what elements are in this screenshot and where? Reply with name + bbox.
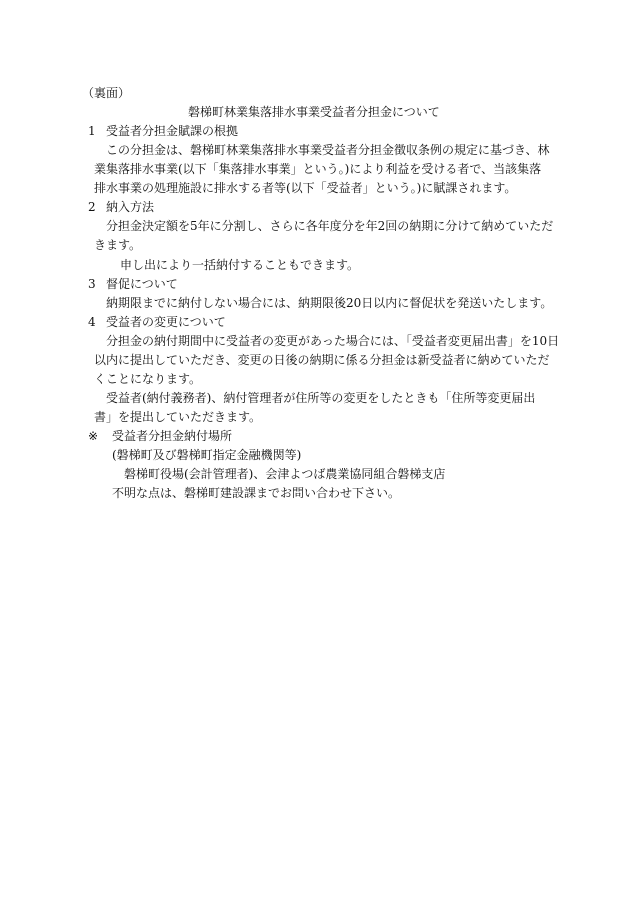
section-1-text-line: 業集落排水事業(以下「集落排水事業」という。)により利益を受ける者で、当該集落 (94, 162, 542, 176)
section-3-number: 3 (88, 277, 96, 291)
note-text-line: 不明な点は、磐梯町建設課までお問い合わせ下さい。 (112, 486, 401, 500)
section-1-text-line: 排水事業の処理施設に排水する者等(以下「受益者」という。)に賦課されます。 (94, 181, 517, 195)
section-4-title: 受益者の変更について (106, 315, 226, 329)
section-2-number: 2 (88, 200, 96, 214)
section-2-text-line: 分担金決定額を5年に分割し、さらに各年度分を年2回の納期に分けて納めていただ (106, 219, 554, 233)
section-4-text-line: 分担金の納付期間中に受益者の変更があった場合には、「受益者変更届出書」を10日 (106, 334, 560, 348)
section-1-number: 1 (88, 124, 96, 138)
section-2-heading (88, 198, 154, 217)
section-2-title: 納入方法 (106, 200, 155, 214)
section-4-text-line: 以内に提出していただき、変更の日後の納期に係る分担金は新受益者に納めていただ (94, 353, 550, 367)
note-text-line: (磐梯町及び磐梯町指定金融機関等) (112, 448, 302, 462)
section-4-text-line: くことになります。 (94, 372, 202, 386)
note-text-line: 磐梯町役場(会計管理者)、会津よつば農業協同組合磐梯支店 (124, 467, 446, 481)
section-4-text-line: 書」を提出していただきます。 (94, 410, 262, 424)
section-1-title: 受益者分担金賦課の根拠 (106, 124, 239, 138)
note-mark: ※ (88, 429, 99, 443)
section-3-heading (88, 275, 178, 294)
side-label: （裏面） (82, 86, 131, 100)
section-4-heading (88, 313, 226, 332)
note-title: 受益者分担金納付場所 (112, 429, 233, 443)
section-2-text-line: 申し出により一括納付することもできます。 (120, 258, 360, 272)
section-1-heading (88, 122, 238, 141)
section-1-text-line: この分担金は、磐梯町林業集落排水事業受益者分担金徴収条例の規定に基づき、林 (106, 143, 550, 157)
section-4-text-line: 受益者(納付義務者)、納付管理者が住所等の変更をしたときも「住所等変更届出 (106, 391, 536, 405)
note-heading (88, 427, 232, 446)
section-3-text-line: 納期限までに納付しない場合には、納期限後20日以内に督促状を発送いたします。 (106, 296, 553, 310)
section-4-number: 4 (88, 315, 96, 329)
document-title: 磐梯町林業集落排水事業受益者分担金について (188, 105, 440, 119)
section-3-title: 督促について (106, 277, 178, 291)
section-2-text-line: きます。 (94, 238, 142, 252)
